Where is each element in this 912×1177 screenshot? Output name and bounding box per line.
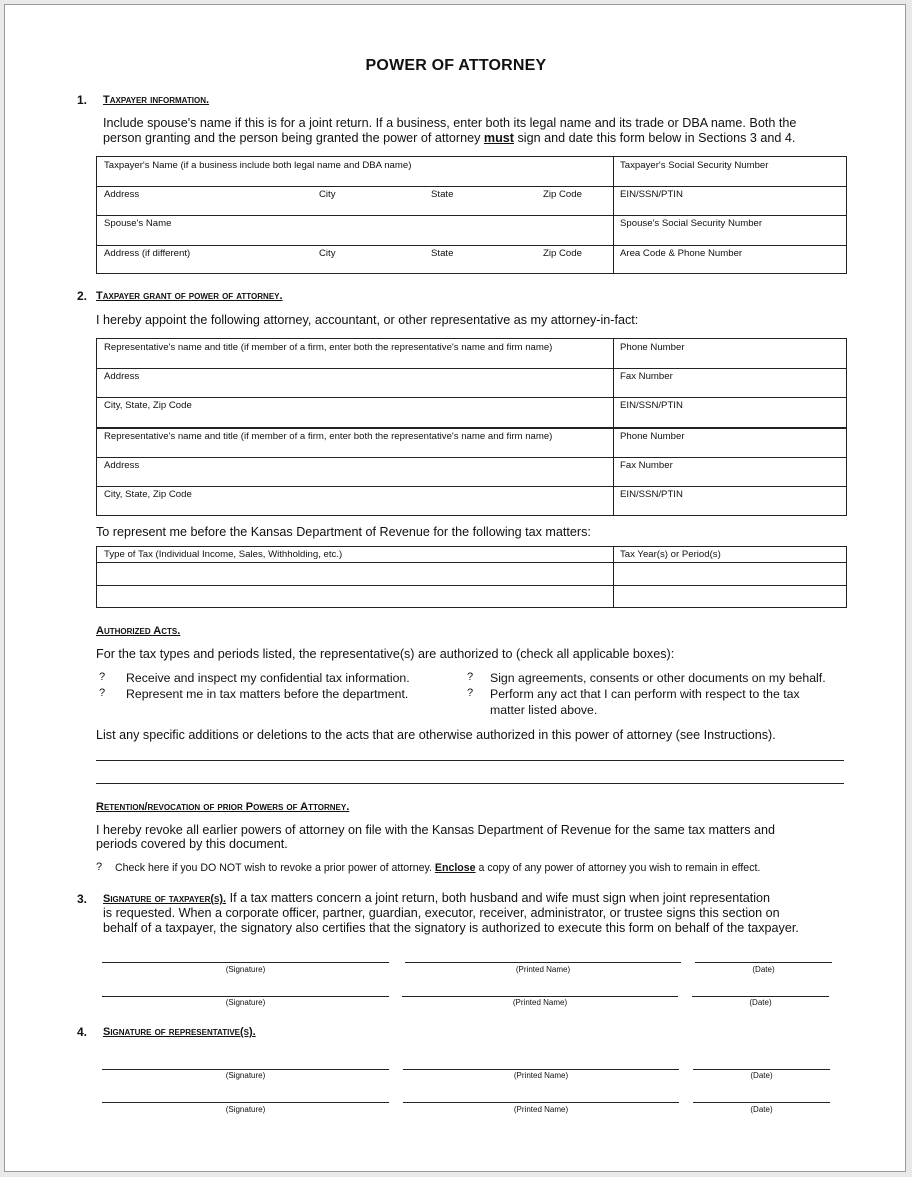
additions-line-1[interactable]: [96, 760, 844, 761]
text-line2-post: sign and date this form below in Sections 3 and 4.: [513, 131, 796, 145]
rep2-fax-field[interactable]: Fax Number: [620, 460, 673, 471]
spouse-ssn-field[interactable]: Spouse's Social Security Number: [620, 218, 763, 229]
act-represent-label: Represent me in tax matters before the department.: [126, 687, 409, 701]
section3-line3: behalf of a taxpayer, the signatory also certifies that the signatory is authorized to execute this form on behalf of the taxpayer.: [103, 921, 799, 935]
section4-number: 4.: [77, 1025, 88, 1039]
section4-heading: Signature of representative(s).: [103, 1026, 256, 1038]
additions-text: List any specific additions or deletions to the acts that are otherwise authorized in this power of attorney (see Instructions).: [96, 728, 776, 742]
rep-date-line-1[interactable]: [693, 1069, 830, 1070]
acts-intro: For the tax types and periods listed, the representative(s) are authorized to (check all applicable boxes):: [96, 647, 675, 661]
state2-field[interactable]: State: [431, 248, 454, 259]
rep1-fax-field[interactable]: Fax Number: [620, 371, 673, 382]
city2-field[interactable]: City: [319, 248, 336, 259]
date-caption: (Date): [750, 1071, 773, 1080]
section3-number: 3.: [77, 892, 88, 906]
section3-heading: Signature of taxpayer(s).: [103, 893, 227, 905]
rep2-ein-field[interactable]: EIN/SSN/PTIN: [620, 489, 683, 500]
rep2-city-field[interactable]: City, State, Zip Code: [104, 489, 192, 500]
additions-line-2[interactable]: [96, 783, 844, 784]
revoke-text-line2: periods covered by this document.: [96, 837, 288, 851]
taxpayer-printed-name-line-2[interactable]: [402, 996, 678, 997]
phone-field[interactable]: Area Code & Phone Number: [620, 248, 743, 259]
checkbox-receive[interactable]: ?: [99, 671, 106, 683]
ein-field[interactable]: EIN/SSN/PTIN: [620, 189, 683, 200]
tax-type-header: Type of Tax (Individual Income, Sales, Withholding, etc.): [104, 549, 343, 560]
act-sign-label: Sign agreements, consents or other documents on my behalf.: [490, 671, 826, 685]
representative-table: [96, 338, 847, 516]
city-field[interactable]: City: [319, 189, 336, 200]
section1-text-line2: [103, 131, 795, 146]
section1-number: 1.: [77, 93, 88, 107]
rep-printed-name-line-2[interactable]: [403, 1102, 679, 1103]
printed-name-caption: (Printed Name): [513, 1071, 569, 1080]
signature-caption: (Signature): [225, 1105, 266, 1114]
rep2-name-field[interactable]: Representative's name and title (if member of a firm, enter both the representative's name and firm name): [104, 431, 553, 442]
printed-name-caption: (Printed Name): [512, 998, 568, 1007]
zip-field[interactable]: Zip Code: [543, 189, 582, 200]
act-perform-label-cont: matter listed above.: [490, 703, 598, 717]
act-receive-label: Receive and inspect my confidential tax information.: [126, 671, 410, 685]
section1-heading: Taxpayer information.: [103, 94, 210, 106]
taxpayer-date-line-2[interactable]: [692, 996, 829, 997]
checkbox-represent[interactable]: ?: [99, 687, 106, 699]
tax-matters-table: [96, 546, 847, 608]
section3-line2: is requested. When a corporate officer, partner, guardian, executor, receiver, administrator, or trustee signs this section on: [103, 906, 780, 920]
rep1-phone-field[interactable]: Phone Number: [620, 342, 685, 353]
taxpayer-ssn-field[interactable]: Taxpayer's Social Security Number: [620, 160, 769, 171]
section2-number: 2.: [77, 289, 88, 303]
rep-signature-line-1[interactable]: [102, 1069, 389, 1070]
enclose-emphasis: Enclose: [434, 862, 476, 874]
address2-field[interactable]: Address (if different): [104, 248, 191, 259]
rep-date-line-2[interactable]: [693, 1102, 830, 1103]
date-caption: (Date): [750, 1105, 773, 1114]
date-caption: (Date): [749, 998, 772, 1007]
rep2-phone-field[interactable]: Phone Number: [620, 431, 685, 442]
spouse-name-field[interactable]: Spouse's Name: [104, 218, 172, 229]
revoke-text-line1: I hereby revoke all earlier powers of attorney on file with the Kansas Department of Revenue for the same tax matters and: [96, 823, 776, 837]
state-field[interactable]: State: [431, 189, 454, 200]
represent-text: To represent me before the Kansas Department of Revenue for the following tax matters:: [96, 525, 591, 539]
taxpayer-name-field[interactable]: Taxpayer's Name (if a business include both legal name and DBA name): [104, 160, 412, 171]
act-perform-label: Perform any act that I can perform with respect to the tax: [490, 687, 800, 701]
section2-heading: Taxpayer grant of power of attorney.: [96, 290, 283, 302]
taxpayer-date-line-1[interactable]: [695, 962, 832, 963]
taxpayer-signature-line-2[interactable]: [102, 996, 389, 997]
appoint-text: I hereby appoint the following attorney, accountant, or other representative as my attorney-in-fact:: [96, 313, 639, 327]
printed-name-caption: (Printed Name): [515, 965, 571, 974]
rep1-city-field[interactable]: City, State, Zip Code: [104, 400, 192, 411]
taxpayer-printed-name-line-1[interactable]: [405, 962, 681, 963]
printed-name-caption: (Printed Name): [513, 1105, 569, 1114]
taxpayer-signature-line-1[interactable]: [102, 962, 389, 963]
authorized-acts-heading: Authorized Acts.: [96, 625, 181, 637]
must-emphasis: must: [483, 131, 514, 145]
check-pre: Check here if you DO NOT wish to revoke a prior power of attorney.: [115, 862, 435, 874]
zip2-field[interactable]: Zip Code: [543, 248, 582, 259]
rep2-address-field[interactable]: Address: [104, 460, 140, 471]
date-caption: (Date): [752, 965, 775, 974]
rep1-address-field[interactable]: Address: [104, 371, 140, 382]
checkbox-do-not-revoke[interactable]: ?: [96, 861, 103, 873]
form-page: [4, 4, 906, 1172]
address-field[interactable]: Address: [104, 189, 140, 200]
section3-line1: [103, 891, 770, 907]
taxpayer-info-table: [96, 156, 847, 274]
rep-signature-line-2[interactable]: [102, 1102, 389, 1103]
section1-text-line1: Include spouse's name if this is for a joint return. If a business, enter both its legal name and its trade or DBA name. Both the: [103, 116, 797, 130]
signature-caption: (Signature): [225, 965, 266, 974]
do-not-revoke-text: [115, 862, 760, 874]
signature-caption: (Signature): [225, 1071, 266, 1080]
rep1-ein-field[interactable]: EIN/SSN/PTIN: [620, 400, 683, 411]
page-title: POWER OF ATTORNEY: [365, 57, 547, 74]
check-post: a copy of any power of attorney you wish to remain in effect.: [475, 862, 761, 874]
revoke-heading: Retention/revocation of prior Powers of Attorney.: [96, 801, 350, 813]
rep-printed-name-line-1[interactable]: [403, 1069, 679, 1070]
text-line2-pre: person granting and the person being granted the power of attorney: [103, 131, 484, 145]
tax-year-header: Tax Year(s) or Period(s): [620, 549, 721, 560]
checkbox-perform[interactable]: ?: [467, 687, 474, 699]
signature-caption: (Signature): [225, 998, 266, 1007]
checkbox-sign[interactable]: ?: [467, 671, 474, 683]
section3-line1-text: If a tax matters concern a joint return, both husband and wife must sign when joint representation: [226, 891, 771, 905]
rep1-name-field[interactable]: Representative's name and title (if member of a firm, enter both the representative's name and firm name): [104, 342, 553, 353]
